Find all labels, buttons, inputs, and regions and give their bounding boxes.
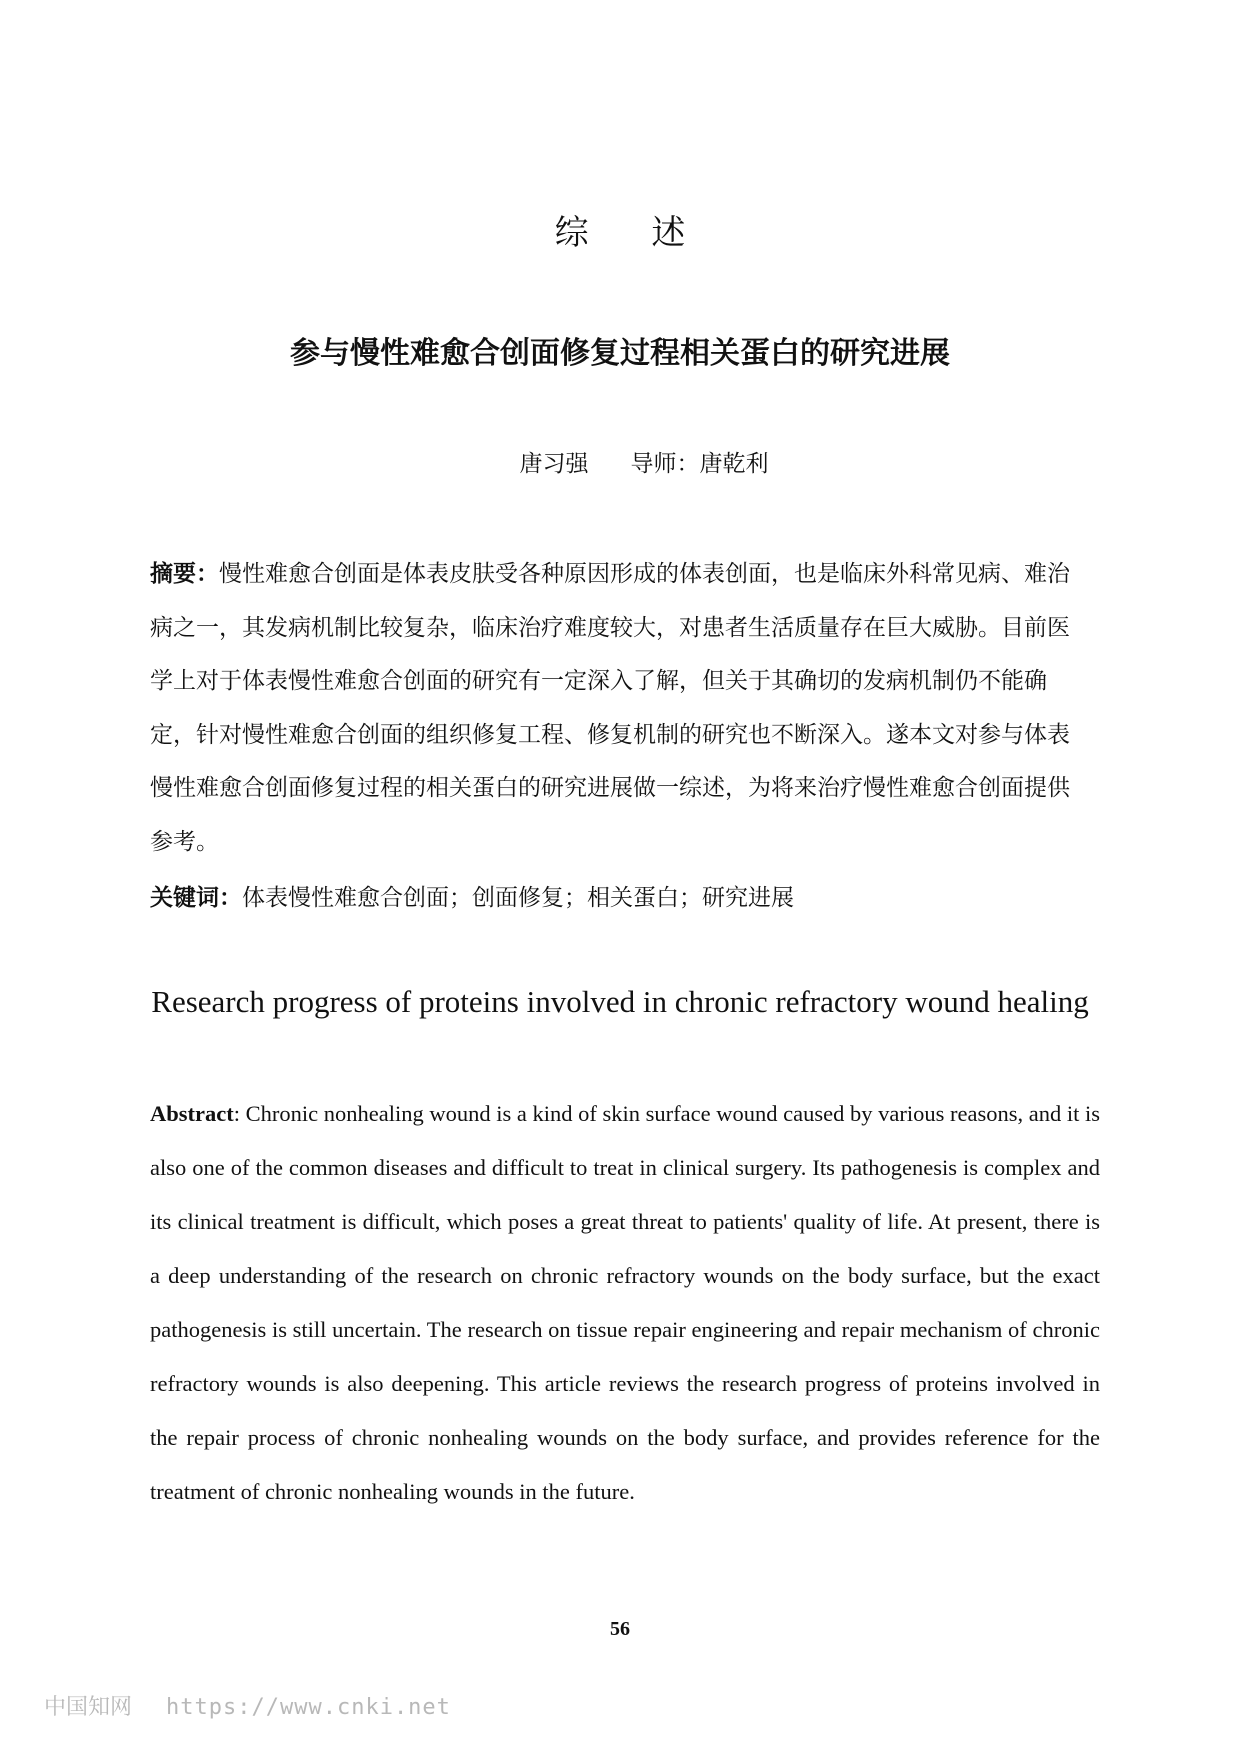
cnki-watermark xyxy=(44,1690,451,1721)
watermark-url: https://www.cnki.net xyxy=(166,1695,451,1720)
chinese-abstract-text: 慢性难愈合创面是体表皮肤受各种原因形成的体表创面，也是临床外科常见病、难治病之一，其发病机制比较复杂，临床治疗难度较大，对患者生活质量存在巨大威胁。目前医学上对于体表慢性难愈合创面的研究有一定深入了解，但关于其确切的发病机制仍不能确定，针对慢性难愈合创面的组织修复工程、修复机制的研究也不断深入。遂本文对参与体表慢性难愈合创面修复过程的相关蛋白的研究进展做一综述，为将来治疗慢性难愈合创面提供参考。 xyxy=(150,561,1070,855)
chinese-keywords xyxy=(150,878,1080,918)
author-name: 唐习强 xyxy=(519,451,589,477)
author-line xyxy=(0,445,1240,478)
chinese-keywords-text: 体表慢性难愈合创面；创面修复；相关蛋白；研究进展 xyxy=(242,885,794,911)
watermark-logo-text: 中国知网 xyxy=(44,1695,133,1720)
page-number: 56 xyxy=(610,1618,630,1640)
english-abstract-label: Abstract xyxy=(150,1101,234,1126)
chinese-abstract-label: 摘要： xyxy=(150,561,219,587)
english-abstract xyxy=(150,1087,1100,1519)
english-title: Research progress of proteins involved in chronic refractory wound healing xyxy=(151,984,1089,1019)
english-abstract-text: : Chronic nonhealing wound is a kind of skin surface wound caused by various reasons, and it is also one of the common diseases and difficult to treat in clinical surgery. Its pathogenesis is complex and its clinical treatment is difficult, which poses a great threat to patients' quality of life. At present, there is a deep understanding of the research on chronic refractory wounds on the body surface, but the exact pathogenesis is still uncertain. The research on tissue repair engineering and repair mechanism of chronic refractory wounds is also deepening. This article reviews the research progress of proteins involved in the repair process of chronic nonhealing wounds on the body surface, and provides reference for the treatment of chronic nonhealing wounds in the future. xyxy=(150,1101,1100,1504)
section-heading: 综 述 xyxy=(554,213,712,253)
supervisor-name: 导师：唐乾利 xyxy=(630,451,769,477)
chinese-abstract xyxy=(150,548,1080,869)
chinese-title: 参与慢性难愈合创面修复过程相关蛋白的研究进展 xyxy=(290,336,950,371)
chinese-keywords-label: 关键词： xyxy=(150,885,242,911)
